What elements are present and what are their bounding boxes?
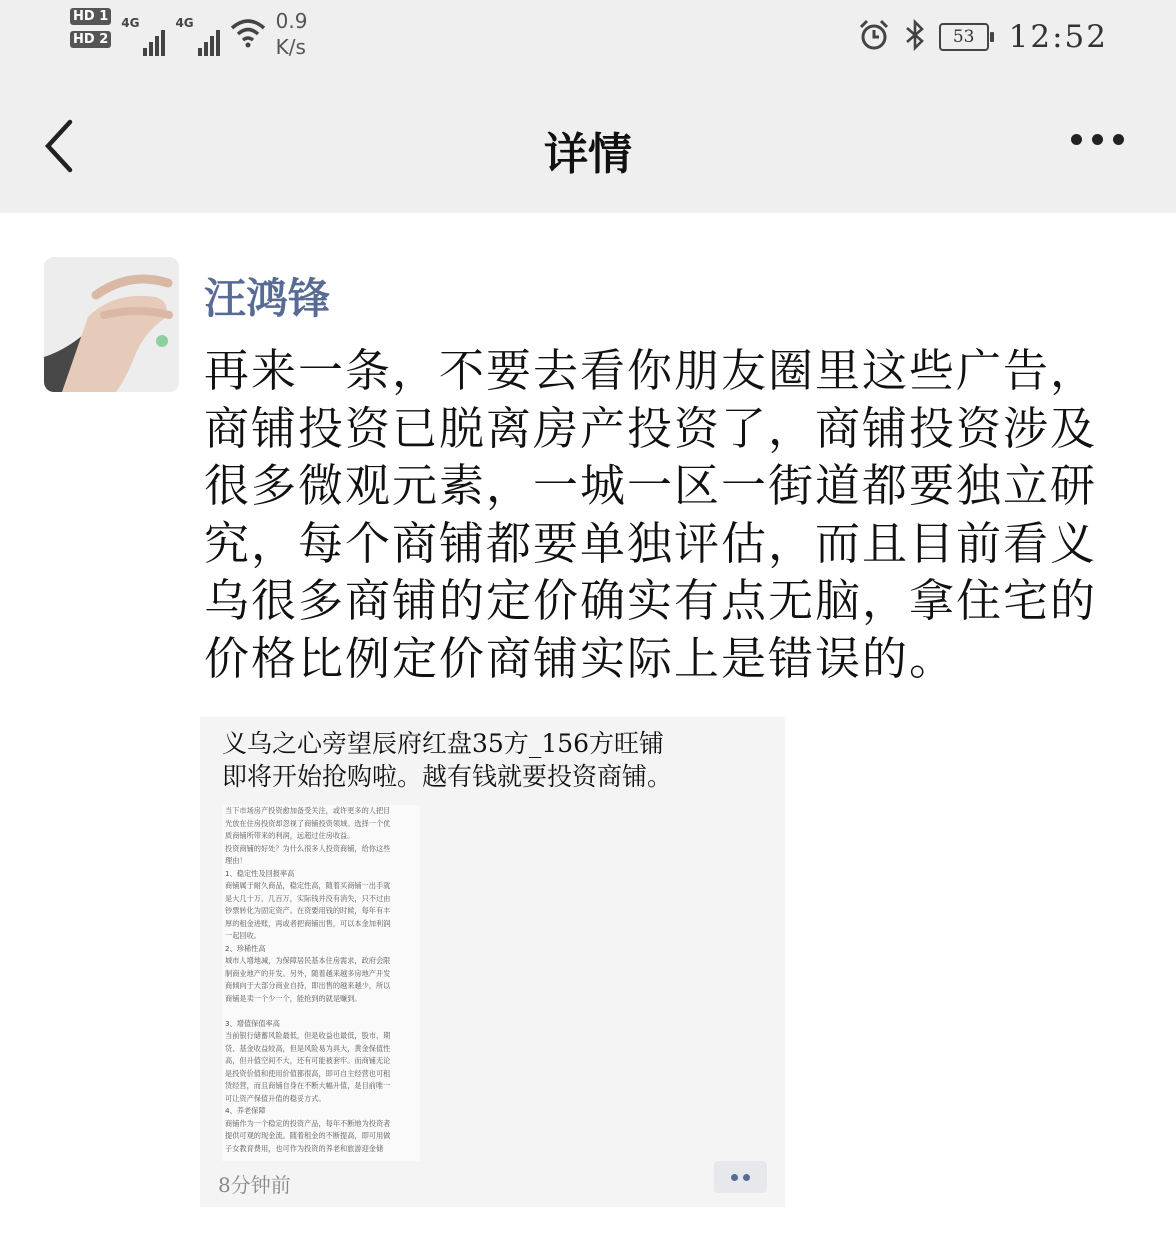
image-text-line: 一起回收。 [225,931,261,940]
image-text-line: 4、养老保障 [225,1106,266,1115]
image-text-line: 制商业地产的开发。另外，随着越来越多房地产开发 [225,968,391,978]
content-line: 价格比例定价商铺实际上是错误的。 [204,631,957,685]
avatar[interactable] [44,257,179,392]
content-line: 乌很多商铺的定价确实有点无脑，拿住宅的 [204,574,1098,627]
status-bar [0,0,1176,80]
more-dots-icon [1071,134,1082,145]
status-right [857,18,1108,56]
sim2-badge: HD 2 [70,31,111,48]
network1-label: 4G [121,16,140,30]
shared-title [222,727,672,793]
post-time: 8分钟前 [218,1173,291,1197]
image-text-line: 商铺是卖一个少一个，能抢到的就是赚到。 [225,993,362,1003]
image-text-line: 光放在住房投资却忽视了商铺投资领域。选择一个优 [225,818,391,828]
more-dots-icon [731,1174,738,1181]
signal-icon [121,16,165,56]
image-text-line: 是大几十万、几百万，实际钱并没有消失，只不过由 [225,893,391,903]
image-text-line: 是投资价值和使用价值都很高，即可自主经营也可租 [225,1068,391,1078]
wifi-icon [230,18,266,52]
image-text-line: 投资商铺的好处？为什么很多人投资商铺，给你这些 [225,843,391,853]
shared-title-line: 即将开始抢购啦。越有钱就要投资商铺。 [222,762,673,791]
image-text-line: 赁经营，而且商铺自身在不断大幅升值，是目前唯一 [225,1081,391,1090]
image-text-line: 子女教育费用，也可作为投资的养老和旅游迎金储 [225,1143,384,1153]
image-text-line: 理由！ [225,856,247,865]
post-content [204,342,1144,687]
content-line: 再来一条，不要去看你朋友圈里这些广告， [204,344,1098,397]
alarm-icon [857,18,891,56]
image-text-line: 质商铺所带来的利润，远超过住房收益。 [225,831,355,840]
image-text-line: 当下市场房产投资愈加备受关注，或许更多的人把目 [225,806,391,815]
image-text-line: 高，但升值空间不大，还有可能被套牢。而商铺无论 [225,1056,391,1065]
content-line: 商铺投资已脱离房产投资了，商铺投资涉及 [204,401,1098,455]
more-button[interactable] [1071,134,1124,145]
network2-label: 4G [175,16,194,30]
speed-unit: K/s [275,35,306,59]
page-title: 详情 [544,129,632,180]
speed-value: 0.9 [275,9,308,33]
comment-like-button[interactable] [714,1161,767,1193]
title-bar [0,80,1176,213]
status-left [70,8,307,68]
post-author[interactable]: 汪鸿锋 [204,274,331,323]
network-speed [276,8,308,60]
bluetooth-icon [903,18,927,56]
shared-title-line: 义乌之心旁望辰府红盘35方_156方旺铺 [222,729,665,758]
content-line: 究，每个商铺都要单独评估，而且目前看义 [204,516,1098,570]
image-text-line: 商倾向于大部分商业自持，即出售的越来越少，所以 [225,981,391,990]
image-text-line: 可让资产保值升值的稳妥方式。 [225,1093,326,1103]
image-text-line: 2、珍稀性高 [225,943,266,953]
battery-icon: 53 [939,23,989,51]
shared-image[interactable] [222,805,420,1161]
image-text-line: 1、稳定性及回报率高 [225,868,295,878]
image-text-line: 城市人增地减，为保障居民基本住房需求，政府会限 [225,956,391,965]
clock: 12:52 [1008,19,1108,55]
signal-icon [175,16,219,56]
image-text-line: 当前银行储蓄风险最低，但是收益也最低，股市、期 [225,1031,391,1040]
image-text-line: 3、增值保值率高 [225,1018,280,1028]
shared-article-card[interactable] [200,717,785,1207]
image-text-line: 货、基金收益较高，但是风险易为具大，黄金保值性 [225,1043,391,1053]
sim-indicators [70,8,111,48]
image-text-line: 提供可观的现金流。随着租金的不断提高，即可用做 [225,1131,391,1140]
image-text-line [222,1005,420,1018]
image-text-line: 商铺属于耐久商品，稳定性高，随着买商铺一出手就 [225,881,391,890]
sim1-badge: HD 1 [70,8,111,25]
image-text-line: 商铺作为一个稳定的投资产品，每年不断地为投资者 [225,1118,391,1128]
image-text-line: 钞票转化为固定资产。在资要用钱的时候，每年有丰 [225,906,391,915]
content-line: 很多微观元素，一城一区一街道都要独立研 [204,459,1098,512]
image-text-line: 厚的租金进账，再或者把商铺出售，可以本金加利润 [225,918,391,928]
